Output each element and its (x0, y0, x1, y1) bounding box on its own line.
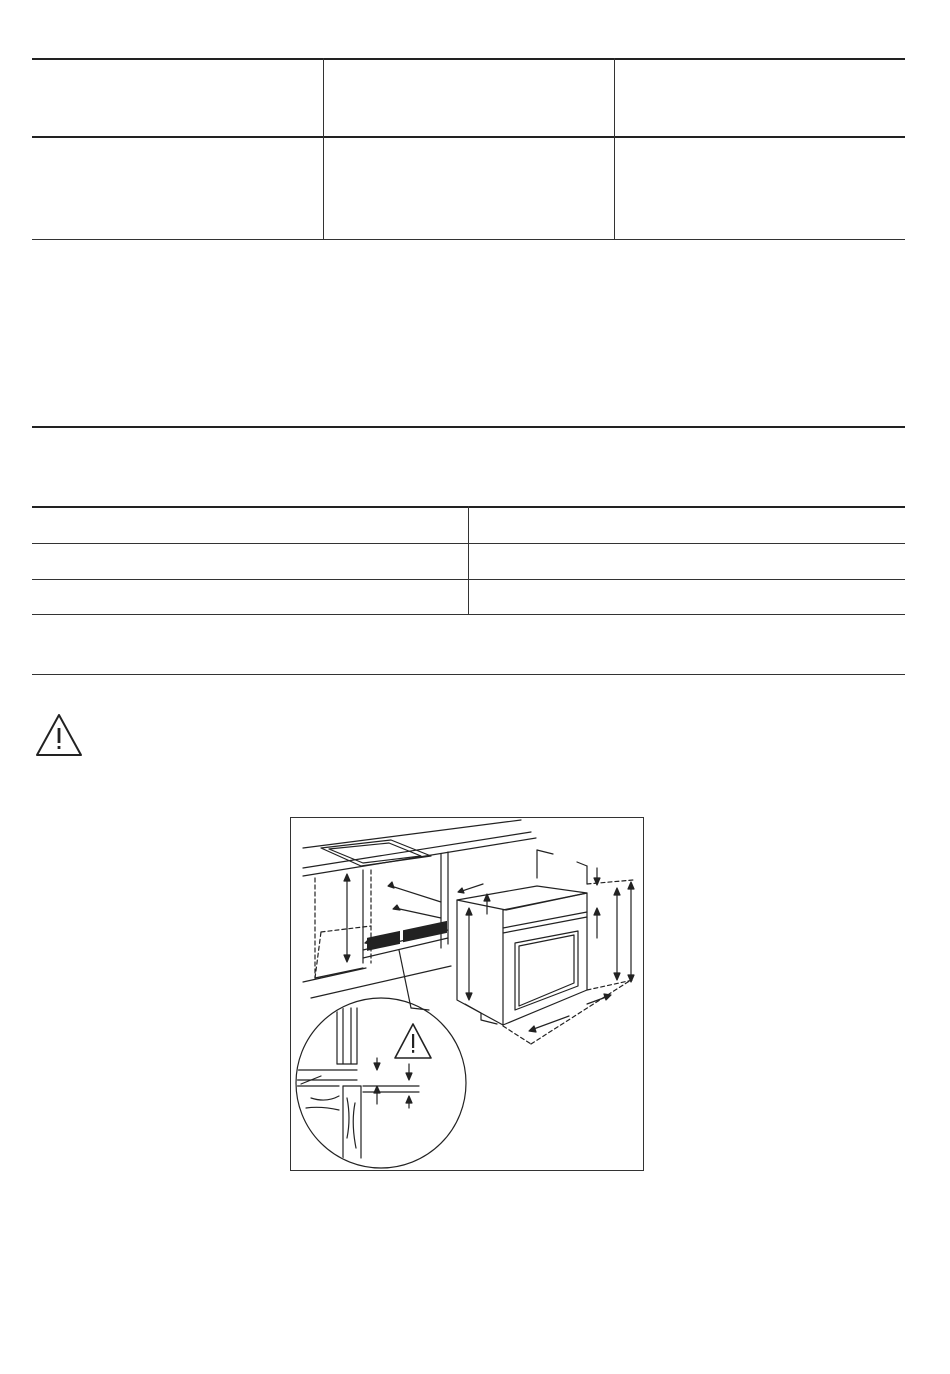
table-bottom-rule (32, 614, 905, 615)
cabinet-dimensions (344, 874, 441, 962)
callout-leader (411, 1008, 429, 1010)
detail-magnifier (296, 998, 466, 1168)
column-divider (614, 58, 615, 240)
callout-leader (399, 950, 411, 1008)
cabinet (303, 852, 451, 998)
installation-diagram (290, 817, 644, 1171)
section-rule (32, 674, 905, 675)
warning-triangle-icon (34, 712, 84, 758)
oven (457, 886, 587, 1025)
table-bottom-rule (32, 239, 905, 240)
section-rule (32, 426, 905, 428)
table-header-rule (32, 136, 905, 138)
warning-triangle-icon (395, 1024, 431, 1058)
table-top-rule (32, 58, 905, 60)
column-divider (468, 506, 469, 614)
column-divider (323, 58, 324, 240)
